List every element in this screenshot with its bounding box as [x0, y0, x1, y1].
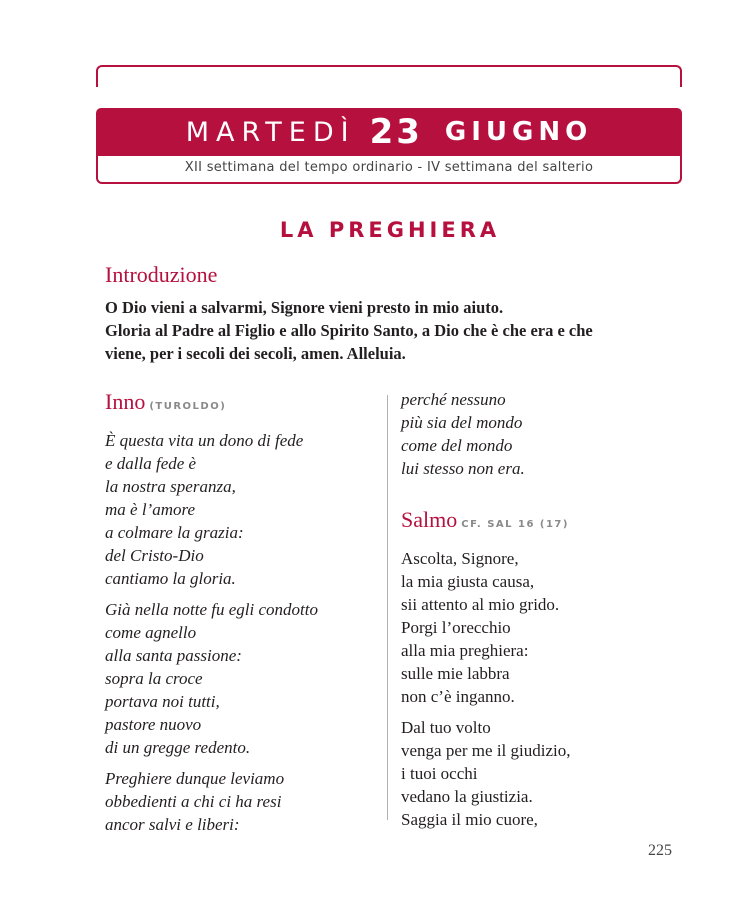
verse-line: Dal tuo volto — [401, 718, 491, 737]
stanza — [105, 767, 375, 836]
column-divider — [387, 395, 388, 820]
verse-line: alla mia preghiera: — [401, 641, 529, 660]
stanza — [401, 716, 691, 831]
verse-line: ancor salvi e liberi: — [105, 815, 240, 834]
header-frame-top — [96, 65, 682, 87]
inno-attribution: (TUROLDO) — [149, 401, 227, 412]
verse-line: del Cristo-Dio — [105, 546, 204, 565]
verse-line: i tuoi occhi — [401, 764, 478, 783]
verse-line: come agnello — [105, 623, 197, 642]
verse-line: vedano la giustizia. — [401, 787, 533, 806]
salmo-attribution: CF. SAL 16 (17) — [461, 519, 569, 530]
verse-line: e dalla fede è — [105, 454, 197, 473]
inno-heading — [105, 388, 375, 421]
liturgical-week-subtitle: XII settimana del tempo ordinario - IV settimana del salterio — [96, 154, 682, 184]
stanza — [401, 547, 691, 708]
right-column — [401, 388, 691, 831]
verse-line: cantiamo la gloria. — [105, 569, 236, 588]
intro-line: O Dio vieni a salvarmi, Signore vieni presto in mio aiuto. — [105, 298, 504, 317]
left-column — [105, 388, 375, 836]
date-number: 23 — [369, 112, 423, 152]
salmo-heading — [401, 506, 691, 539]
introduzione-text — [105, 296, 685, 365]
month: GIUGNO — [444, 117, 593, 147]
intro-line: Gloria al Padre al Figlio e allo Spirito Santo, a Dio che è che era e che — [105, 321, 593, 340]
verse-line: Già nella notte fu egli condotto — [105, 600, 318, 619]
date-header — [96, 108, 682, 156]
verse-line: più sia del mondo — [401, 413, 523, 432]
verse-line: sopra la croce — [105, 669, 203, 688]
intro-line: viene, per i secoli dei secoli, amen. Alleluia. — [105, 344, 406, 363]
verse-line: sii attento al mio grido. — [401, 595, 560, 614]
verse-line: venga per me il giudizio, — [401, 741, 571, 760]
verse-line: pastore nuovo — [105, 715, 202, 734]
verse-line: a colmare la grazia: — [105, 523, 244, 542]
verse-line: non c’è inganno. — [401, 687, 515, 706]
verse-line: ma è l’amore — [105, 500, 196, 519]
verse-line: Preghiere dunque leviamo — [105, 769, 285, 788]
salmo-body — [401, 547, 691, 831]
introduzione-heading: Introduzione — [105, 262, 218, 287]
verse-line: Saggia il mio cuore, — [401, 810, 538, 829]
page-number: 225 — [648, 842, 672, 859]
inno-title: Inno — [105, 389, 146, 414]
stanza — [105, 429, 375, 590]
verse-line: di un gregge redento. — [105, 738, 251, 757]
inno-body — [105, 429, 375, 836]
section-title: LA PREGHIERA — [279, 218, 501, 242]
verse-line: Porgi l’orecchio — [401, 618, 511, 637]
verse-line: È questa vita un dono di fede — [105, 431, 304, 450]
inno-continuation — [401, 388, 691, 480]
verse-line: obbedienti a chi ci ha resi — [105, 792, 282, 811]
verse-line: Ascolta, Signore, — [401, 549, 519, 568]
verse-line: la nostra speranza, — [105, 477, 236, 496]
verse-line: sulle mie labbra — [401, 664, 510, 683]
verse-line: come del mondo — [401, 436, 513, 455]
verse-line: portava noi tutti, — [105, 692, 220, 711]
weekday: MARTEDÌ — [185, 116, 356, 148]
verse-line: la mia giusta causa, — [401, 572, 535, 591]
verse-line: lui stesso non era. — [401, 459, 525, 478]
stanza — [105, 598, 375, 759]
verse-line: alla santa passione: — [105, 646, 242, 665]
verse-line: perché nessuno — [401, 390, 506, 409]
salmo-title: Salmo — [401, 507, 458, 532]
